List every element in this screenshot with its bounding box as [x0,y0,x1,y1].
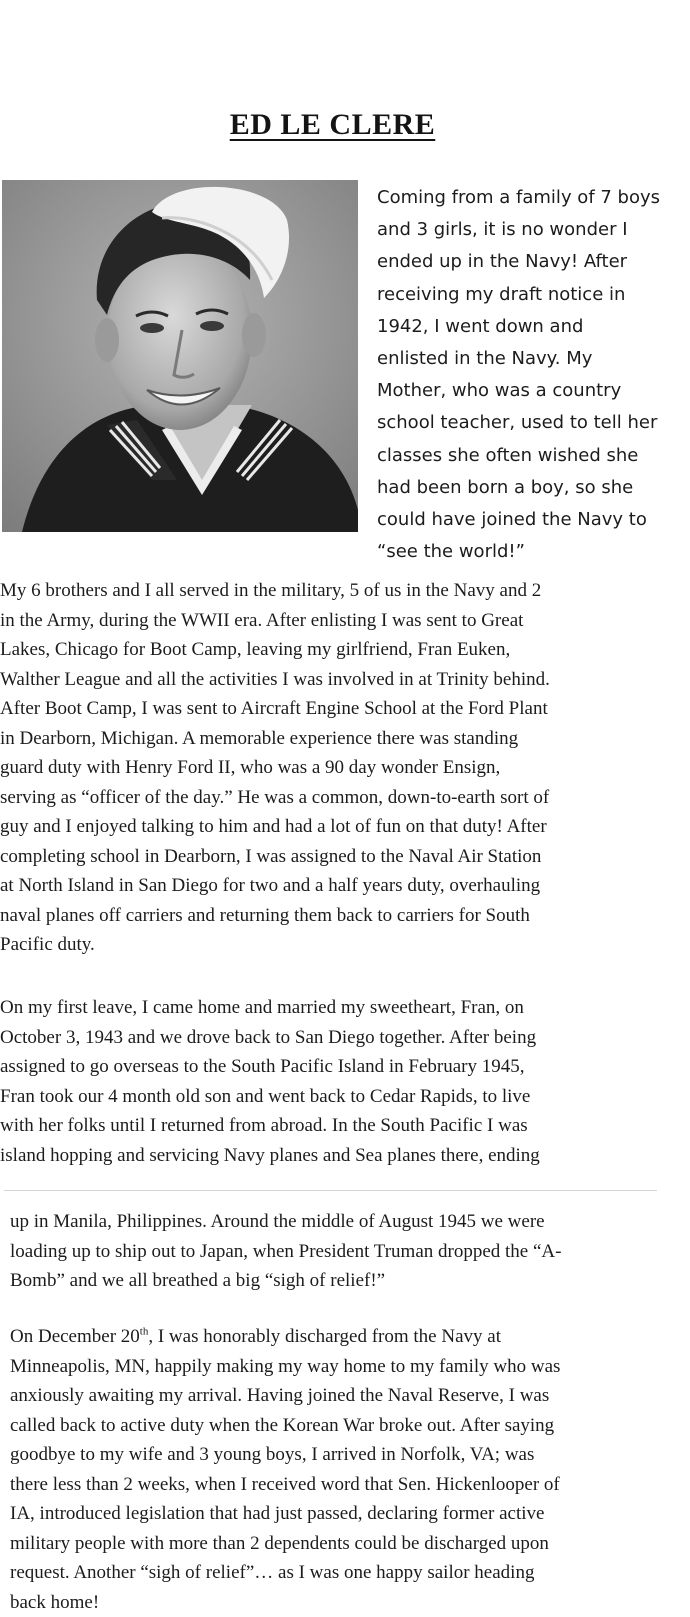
intro-paragraph: Coming from a family of 7 boys and 3 girls, it is no wonder I ended up in the Navy! After receiving my draft notice in 1942, I went down and enlisted in the Navy. My Mother, who was a country school teacher, used to tell her classes she often wished she had been born a boy, so she could have joined the Navy to “see the world!” [377,187,661,563]
paragraph-text: On my first leave, I came home and married my sweetheart, Fran, on October 3, 1943 and we drove back to San Diego together. After being assigned to go overseas to the South Pacific Island in February 1945, Fran took our 4 month old son and went back to Cedar Rapids, to live with her folks until I returned from abroad. In the South Pacific I was island hopping and servicing Navy planes and Sea planes there, ending [0,997,540,1166]
body-paragraph-1 [0,576,680,960]
paragraph-lead-text: On December 20 [10,1326,140,1347]
ordinal-suffix: th [139,1325,149,1338]
sailor-portrait-icon [2,180,358,532]
paragraph-rest-text: , I was honorably discharged from the Navy at Minneapolis, MN, happily making my way home to my family who was anxiously awaiting my arrival. Having joined the Naval Reserve, I was called back to active duty when the Korean War broke out. After saying goodbye to my wife and 3 young boys, I arrived in Norfolk, VA; was there less than 2 weeks, when I received word that Sen. Hickenlooper of IA, introduced legislation that had just passed, declaring former active military people with more than 2 dependents could be discharged upon request. Another “sigh of relief”… as I was one happy sailor heading back home! [10,1326,561,1613]
page-title: ED LE CLERE [229,108,436,141]
body-paragraph-3 [10,1207,690,1296]
intro-text [377,182,677,568]
body-paragraph-2 [0,993,680,1170]
paragraph-text: My 6 brothers and I all served in the military, 5 of us in the Navy and 2 in the Army, during the WWII era. After enlisting I was sent to Great Lakes, Chicago for Boot Camp, leaving my girlfriend, Fran Euken, Walther League and all the activities I was involved in at Trinity behind. After Boot Camp, I was sent to Aircraft Engine School at the Ford Plant in Dearborn, Michigan. A memorable experience there was standing guard duty with Henry Ford II, who was a 90 day wonder Ensign, serving as “officer of the day.” He was a common, down-to-earth sort of guy and I enjoyed talking to him and had a lot of fun on that duty! After completing school in Dearborn, I was assigned to the Naval Air Station at North Island in San Diego for two and a half years duty, overhauling naval planes off carriers and returning them back to carriers for South Pacific duty. [0,580,550,955]
body-paragraph-4 [10,1322,690,1617]
page-divider [4,1190,657,1191]
paragraph-text [10,1322,690,1617]
paragraph-text: up in Manila, Philippines. Around the middle of August 1945 we were loading up to ship out to Japan, when President Truman dropped the “A- Bomb” and we all breathed a big “sigh of relief!” [10,1211,562,1291]
sailor-portrait-photo [2,180,358,532]
